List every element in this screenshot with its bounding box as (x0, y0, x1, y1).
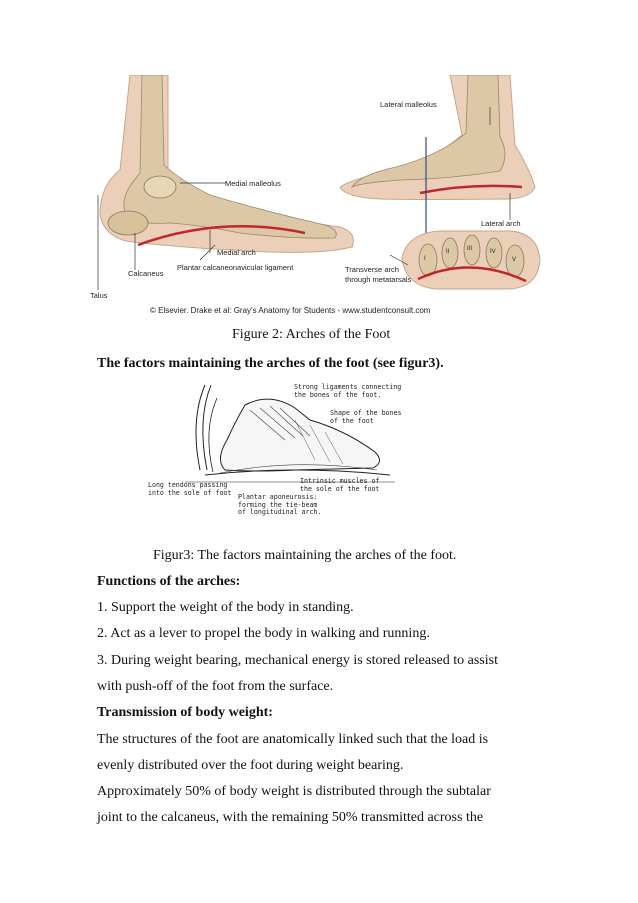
label-metatarsal-3: III (467, 246, 473, 252)
metatarsal-1 (419, 244, 437, 276)
transmission-line-4: joint to the calcaneus, with the remaining 50% transmitted across the (97, 810, 484, 825)
talus-bone (144, 176, 176, 198)
label-lateral-arch: Lateral arch (481, 219, 521, 228)
figure3-caption: Figur3: The factors maintaining the arches of the foot. (153, 548, 457, 563)
label-medial-malleolus: Medial malleolus (225, 179, 281, 188)
label-strong-ligaments: Strong ligaments connecting the bones of the foot. (294, 383, 402, 399)
medial-foot-bones (124, 75, 336, 238)
label-intrinsic-muscles: Intrinsic muscles of the sole of the foot (300, 477, 380, 493)
function-item-3: 3. During weight bearing, mechanical energy is stored released to assist (97, 653, 498, 668)
label-metatarsal-1: I (424, 256, 426, 262)
transmission-line-2: evenly distributed over the foot during weight bearing. (97, 758, 404, 773)
lateral-foot-bones (352, 75, 505, 187)
label-through-metatarsals: through metatarsals (345, 275, 412, 284)
function-item-2: 2. Act as a lever to propel the body in walking and running. (97, 626, 430, 641)
heading-factors: The factors maintaining the arches of the foot (see figur3). (97, 356, 444, 371)
transmission-line-3: Approximately 50% of body weight is distributed through the subtalar (97, 784, 491, 799)
label-lateral-malleolus: Lateral malleolus (380, 100, 437, 109)
metatarsal-2 (442, 238, 458, 268)
label-metatarsal-2: II (446, 249, 450, 255)
transmission-line-1: The structures of the foot are anatomically linked such that the load is (97, 732, 489, 747)
label-shape-bones: Shape of the bones of the foot (330, 409, 402, 425)
heading-transmission: Transmission of body weight: (97, 705, 273, 720)
function-item-1: 1. Support the weight of the body in standing. (97, 600, 354, 615)
function-item-3-cont: with push-off of the foot from the surface. (97, 679, 334, 694)
label-talus: Talus (90, 291, 108, 300)
figure2-copyright: © Elsevier. Drake et al: Gray's Anatomy for Students - www.studentconsult.com (150, 306, 431, 315)
label-plantar-ligament: Plantar calcaneonavicular ligament (177, 263, 294, 272)
label-long-tendons: Long tendons passing into the sole of foot (148, 481, 232, 497)
label-metatarsal-5: V (512, 257, 517, 263)
heading-functions: Functions of the arches: (97, 574, 241, 589)
figure2-caption: Figure 2: Arches of the Foot (232, 327, 391, 342)
label-metatarsal-4: IV (490, 249, 496, 255)
calcaneus-bone (108, 211, 148, 235)
label-calcaneus: Calcaneus (128, 269, 164, 278)
label-medial-arch: Medial arch (217, 248, 256, 257)
label-plantar-aponeurosis: Plantar aponeurosis: forming the tie-beam of longitudinal arch. (238, 493, 322, 516)
label-transverse-arch: Transverse arch (345, 265, 399, 274)
